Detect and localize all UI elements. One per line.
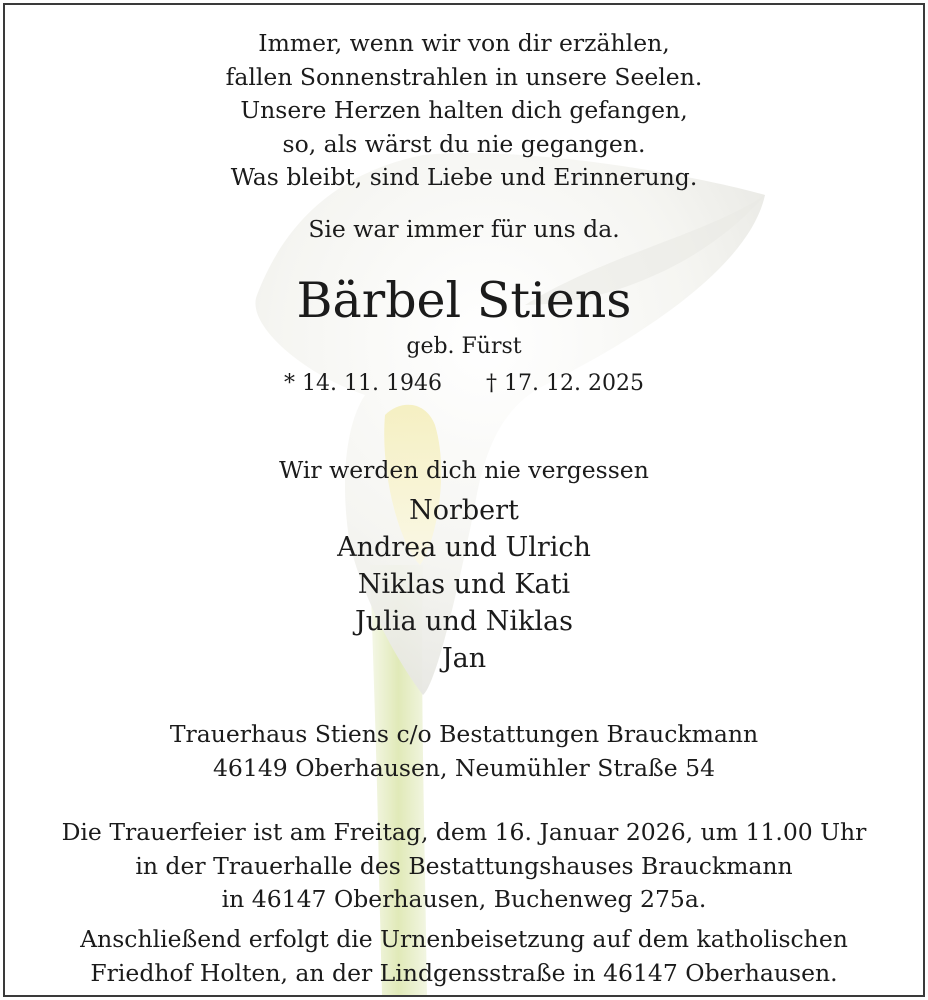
verse-line: fallen Sonnenstrahlen in unsere Seelen.: [225, 62, 703, 91]
family-member: Norbert: [409, 495, 519, 526]
birth-date: * 14. 11. 1946: [284, 371, 442, 396]
memorial-verse: [5, 27, 923, 195]
service-line: Die Trauerfeier ist am Freitag, dem 16. Januar 2026, um 11.00 Uhr: [61, 818, 867, 846]
family-member: Andrea und Ulrich: [337, 532, 591, 563]
mourning-line: Wir werden dich nie vergessen: [279, 456, 649, 484]
address-line: Trauerhaus Stiens c/o Bestattungen Brauckmann: [169, 720, 759, 748]
family-list: [5, 492, 923, 677]
family-member: Niklas und Kati: [357, 569, 571, 600]
birth-name: geb. Fürst: [406, 334, 522, 359]
obituary-notice: [3, 3, 925, 997]
service-line: in der Trauerhalle des Bestattungshauses Brauckmann: [135, 851, 793, 880]
address-line: 46149 Oberhausen, Neumühler Straße 54: [212, 753, 716, 782]
verse-line: so, als wärst du nie gegangen.: [282, 129, 646, 158]
life-dates: [5, 368, 923, 400]
death-date: † 17. 12. 2025: [486, 371, 644, 396]
burial-line: Anschließend erfolgt die Urnenbeisetzung auf dem katholischen: [80, 925, 848, 953]
family-member: Jan: [441, 643, 487, 674]
burial-line: Friedhof Holten, an der Lindgensstraße in 46147 Oberhausen.: [90, 959, 838, 987]
service-line: in 46147 Oberhausen, Buchenweg 275a.: [221, 885, 707, 913]
family-member: Julia und Niklas: [354, 606, 574, 637]
verse-line: Unsere Herzen halten dich gefangen,: [240, 96, 688, 124]
mourning-address: [5, 718, 923, 785]
funeral-service-info: [5, 816, 923, 917]
deceased-name: Bärbel Stiens: [296, 272, 632, 329]
tagline: Sie war immer für uns da.: [308, 215, 620, 243]
verse-line: Was bleibt, sind Liebe und Erinnerung.: [230, 163, 698, 191]
burial-info: [5, 922, 923, 990]
verse-line: Immer, wenn wir von dir erzählen,: [258, 29, 670, 57]
